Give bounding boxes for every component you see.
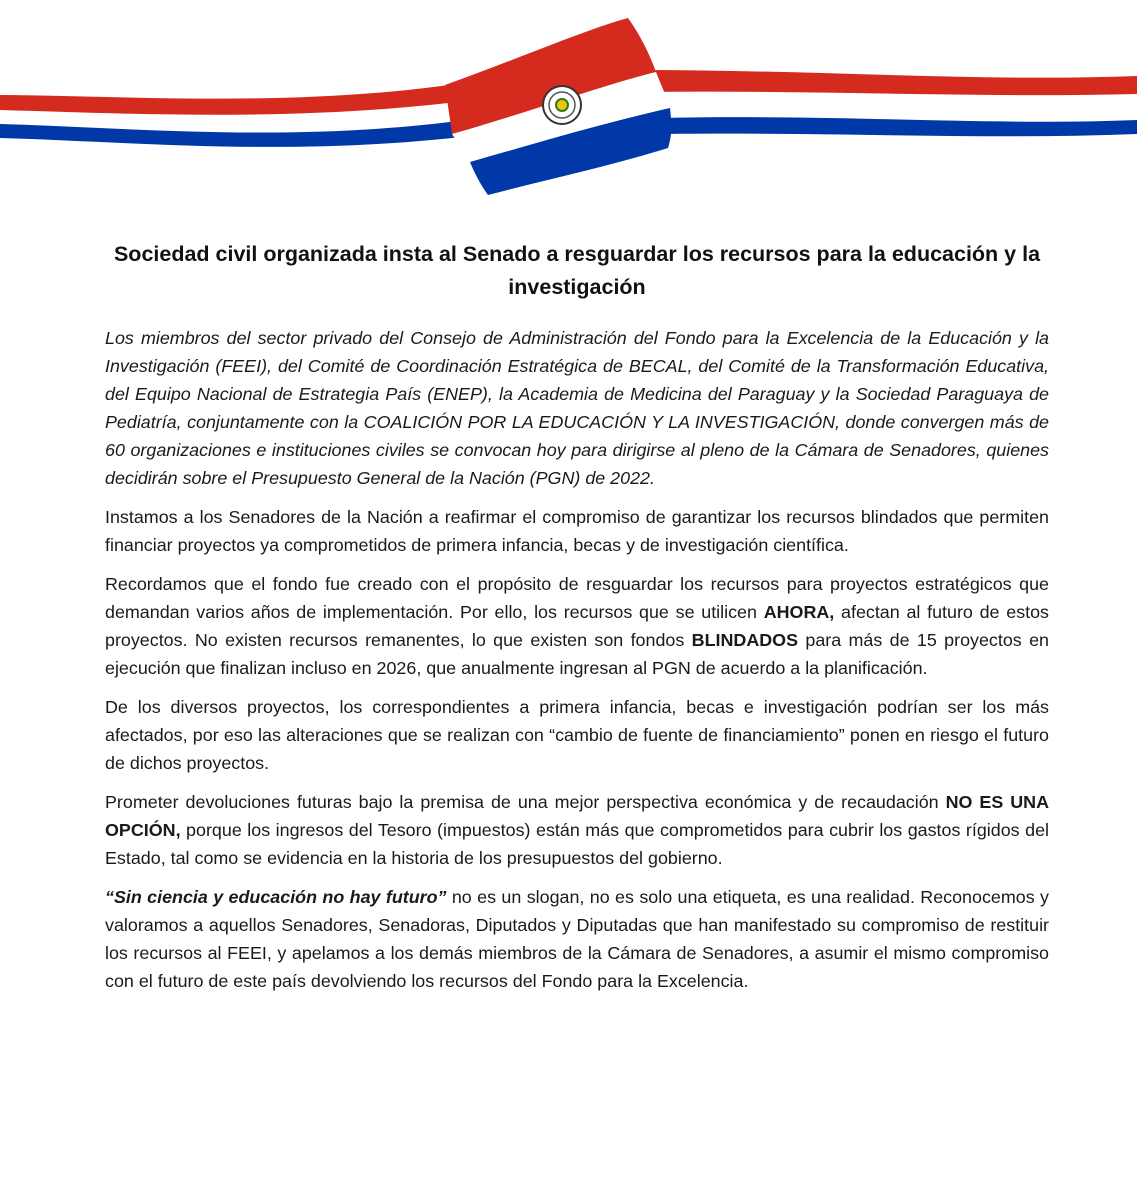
ribbon-right-red xyxy=(640,70,1137,95)
paragraph-5-text-a: Prometer devoluciones futuras bajo la premisa de una mejor perspectiva económica y de recaudación xyxy=(105,792,946,812)
paragraph-6-text: no es un slogan, no es solo una etiqueta, es una realidad. Reconocemos y valoramos a aquellos Senadores, Senadoras, Diputados y Diputadas que han manifestado su compromiso de restituir los recursos al FEEI, y apelamos a los demás miembros de la Cámara de Senadores, a asumir el mismo compromiso con el futuro de este país devolviendo los recursos del Fondo para la Excelencia. xyxy=(105,887,1049,991)
paragraph-2: Instamos a los Senadores de la Nación a reafirmar el compromiso de garantizar los recursos blindados que permiten financiar proyectos ya comprometidos de primera infancia, becas y de investigación científica. xyxy=(105,507,1049,555)
paraguay-coat-of-arms-icon xyxy=(543,86,581,124)
paragraph-6 xyxy=(105,883,1049,995)
paragraph-6-quote: “Sin ciencia y educación no hay futuro” xyxy=(105,887,447,907)
paragraph-4: De los diversos proyectos, los correspondientes a primera infancia, becas e investigación podrían ser los más afectados, por eso las alteraciones que se realizan con “cambio de fuente de financiamiento” ponen en riesgo el futuro de dichos proyectos. xyxy=(105,697,1049,773)
paragraph-3-bold-ahora: AHORA, xyxy=(763,602,835,622)
paragraph-5-text-c: porque los ingresos del Tesoro (impuestos) están más que comprometidos para cubrir los gastos rígidos del Estado, tal como se evidencia en la historia de los presupuestos del gobierno. xyxy=(105,820,1049,868)
ribbon-left-blue xyxy=(0,118,486,147)
paragraph-3-text-a: Recordamos que el fondo fue creado con el propósito de resguardar los recursos para proyectos estratégicos que demandan varios años de implementación. Por ello, los recursos que se utilicen xyxy=(105,574,1049,622)
paragraph-1: Los miembros del sector privado del Consejo de Administración del Fondo para la Excelencia de la Educación y la Investigación (FEEI), del Comité de Coordinación Estratégica de BECAL, del Comité de la Transformación Educativa, del Equipo Nacional de Estrategia País (ENEP), la Academia de Medicina del Paraguay y la Sociedad Paraguaya de Pediatría, conjuntamente con la COALICIÓN POR LA EDUCACIÓN Y LA INVESTIGACIÓN, donde convergen más de 60 organizaciones e instituciones civiles se convocan hoy para dirigirse al pleno de la Cámara de Senadores, quienes decidirán sobre el Presupuesto General de la Nación (PGN) de 2022. xyxy=(105,328,1049,488)
paragraph-5 xyxy=(105,788,1049,872)
page-title: Sociedad civil organizada insta al Senado a resguardar los recursos para la educación y la investigación xyxy=(113,242,1041,299)
paragraph-5-bold-no-es-una-opcion: NO ES UNA OPCIÓN, xyxy=(105,792,1049,840)
ribbon-right-blue xyxy=(660,117,1137,136)
document-body xyxy=(105,238,1049,1006)
paragraph-3-text-c: afectan al futuro de estos proyectos. No existen recursos remanentes, lo que existen son fondos xyxy=(105,602,1050,650)
paragraph-3-bold-blindados: BLINDADOS xyxy=(691,630,799,650)
paragraph-3 xyxy=(105,570,1049,682)
flag-ribbon-banner xyxy=(0,0,1137,215)
ribbon-left-red xyxy=(0,82,474,115)
paragraph-3-text-d: para más de 15 proyectos en ejecución que finalizan incluso en 2026, que anualmente ingresan al PGN de acuerdo a la planificación. xyxy=(105,630,1049,678)
